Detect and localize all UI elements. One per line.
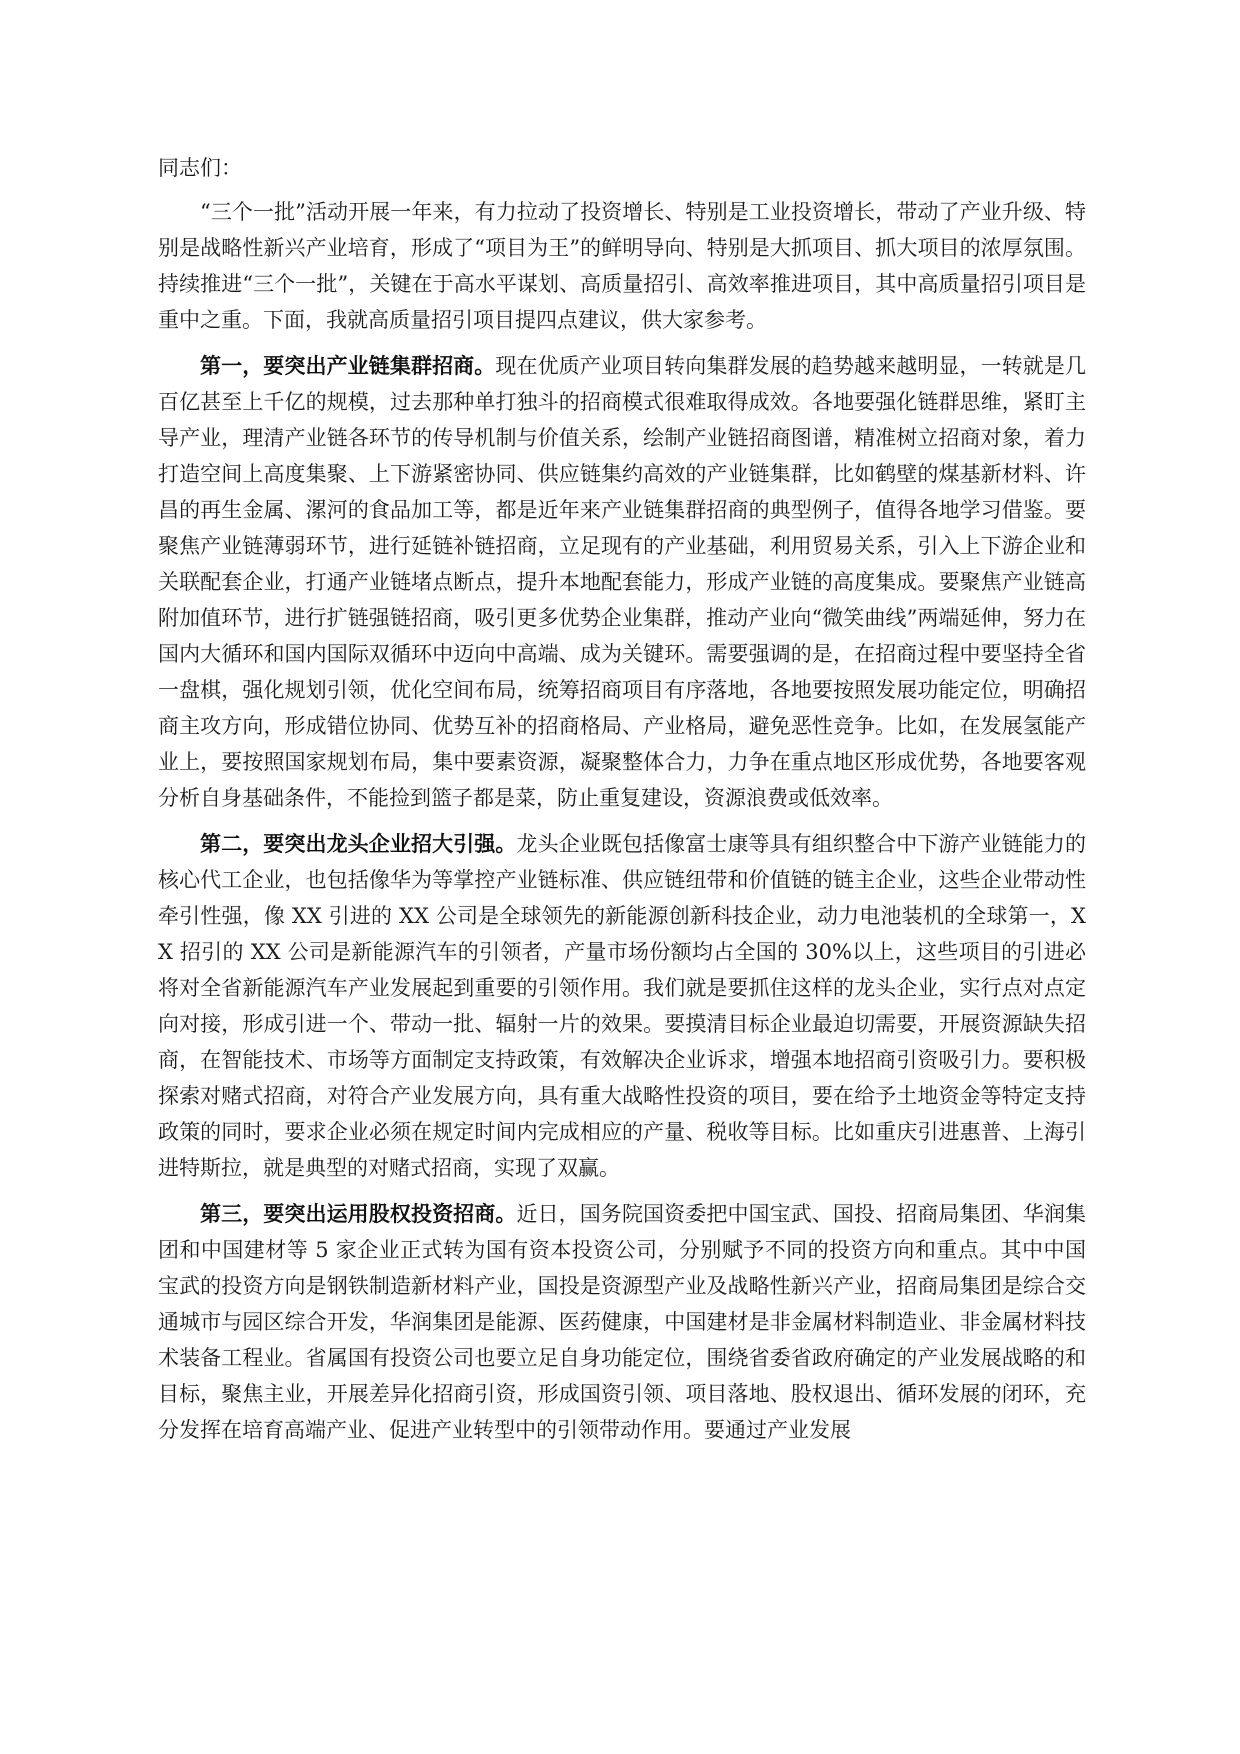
section-paragraph-1 [158, 348, 1086, 816]
salutation: 同志们： [158, 156, 242, 180]
section-paragraph-3 [158, 1196, 1086, 1448]
section-heading-1: 第一，要突出产业链集群招商。 [200, 353, 496, 378]
section-heading-3: 第三，要突出运用股权投资招商。 [200, 1201, 517, 1226]
section-body-1: 现在优质产业项目转向集群发展的趋势越来越明显，一转就是几百亿甚至上千亿的规模，过去那种单打独斗的招商模式很难取得成效。各地要强化链群思维，紧盯主导产业，理清产业链各环节的传导机制与价值关系，绘制产业链招商图谱，精准树立招商对象，着力打造空间上高度集聚、上下游紧密协同、供应链集约高效的产业链集群，比如鹤壁的煤基新材料、许昌的再生金属、漯河的食品加工等，都是近年来产业链集群招商的典型例子，值得各地学习借鉴。要聚焦产业链薄弱环节，进行延链补链招商，立足现有的产业基础，利用贸易关系，引入上下游企业和关联配套企业，打通产业链堵点断点，提升本地配套能力，形成产业链的高度集成。要聚焦产业链高附加值环节，进行扩链强链招商，吸引更多优势企业集群，推动产业向“微笑曲线”两端延伸，努力在国内大循环和国内国际双循环中迈向中高端、成为关键环。需要强调的是，在招商过程中要坚持全省一盘棋，强化规划引领，优化空间布局，统筹招商项目有序落地，各地要按照发展功能定位，明确招商主攻方向，形成错位协同、优势互补的招商格局、产业格局，避免恶性竞争。比如，在发展氢能产业上，要按照国家规划布局，集中要素资源，凝聚整体合力，力争在重点地区形成优势，各地要客观分析自身基础条件，不能捡到篮子都是菜，防止重复建设，资源浪费或低效率。 [158, 354, 1087, 810]
section-paragraph-2 [158, 826, 1086, 1186]
section-heading-2: 第二，要突出龙头企业招大引强。 [200, 831, 517, 856]
document-body [158, 150, 1086, 1458]
section-body-3: 近日，国务院国资委把中国宝武、国投、招商局集团、华润集团和中国建材等 5 家企业正式转为国有资本投资公司，分别赋予不同的投资方向和重点。其中中国宝武的投资方向是钢铁制造新材料产业，国投是资源型产业及战略性新兴产业，招商局集团是综合交通城市与园区综合开发，华润集团是能源、医药健康，中国建材是非金属材料制造业、非金属材料技术装备工程业。省属国有投资公司也要立足自身功能定位，围绕省委省政府确定的产业发展战略的和目标，聚焦主业，开展差异化招商引资，形成国资引领、项目落地、股权退出、循环发展的闭环，充分发挥在培育高端产业、促进产业转型中的引领带动作用。要通过产业发展 [158, 1202, 1087, 1442]
intro-paragraph: “三个一批”活动开展一年来，有力拉动了投资增长、特别是工业投资增长，带动了产业升级、特别是战略性新兴产业培育，形成了“项目为王”的鲜明导向、特别是大抓项目、抓大项目的浓厚氛围。持续推进“三个一批”，关键在于高水平谋划、高质量招引、高效率推进项目，其中高质量招引项目是重中之重。下面，我就高质量招引项目提四点建议，供大家参考。 [158, 200, 1086, 332]
section-body-2: 龙头企业既包括像富士康等具有组织整合中下游产业链能力的核心代工企业，也包括像华为等掌控产业链标准、供应链纽带和价值链的链主企业，这些企业带动性牵引性强，像 XX 引进的 XX 公司是全球领先的新能源创新科技企业，动力电池装机的全球第一，XX 招引的 XX 公司是新能源汽车的引领者，产量市场份额均占全国的 30%以上，这些项目的引进必将对全省新能源汽车产业发展起到重要的引领作用。我们就是要抓住这样的龙头企业，实行点对点定向对接，形成引进一个、带动一批、辐射一片的效果。要摸清目标企业最迫切需要，开展资源缺失招商，在智能技术、市场等方面制定支持政策，有效解决企业诉求，增强本地招商引资吸引力。要积极探索对赌式招商，对符合产业发展方向，具有重大战略性投资的项目，要在给予土地资金等特定支持政策的同时，要求企业必须在规定时间内完成相应的产量、税收等目标。比如重庆引进惠普、上海引进特斯拉，就是典型的对赌式招商，实现了双赢。 [158, 832, 1087, 1180]
